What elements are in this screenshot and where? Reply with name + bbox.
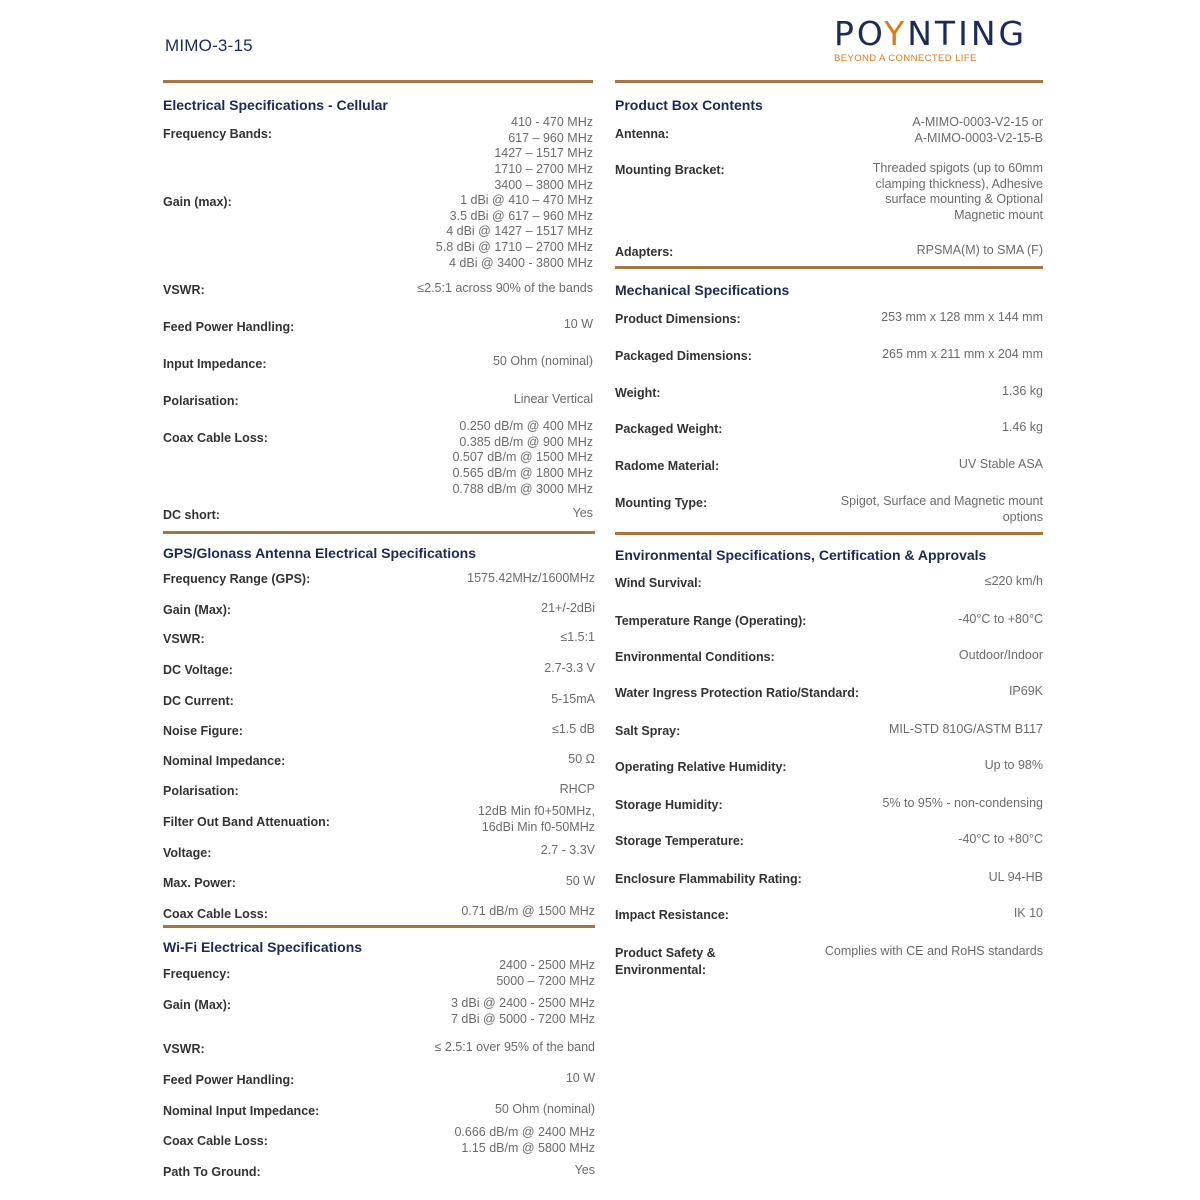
- spec-value-line: 2.7-3.3 V: [544, 661, 595, 675]
- spec-value: [493, 354, 593, 370]
- spec-value-line: ≤2.5:1 across 90% of the bands: [417, 281, 593, 295]
- spec-value-line: 50 Ω: [568, 752, 595, 766]
- spec-value-line: 1 dBi @ 410 – 470 MHz: [460, 193, 593, 207]
- spec-value-line: A-MIMO-0003-V2-15 or: [912, 115, 1043, 129]
- spec-label: DC short:: [163, 508, 220, 522]
- spec-label: VSWR:: [163, 283, 205, 297]
- spec-value-line: IP69K: [1008, 684, 1043, 698]
- spec-value: [552, 722, 595, 738]
- spec-label: Enclosure Flammability Rating:: [615, 872, 802, 886]
- spec-label: Mounting Bracket:: [615, 163, 725, 177]
- spec-label: Storage Humidity:: [615, 798, 723, 812]
- spec-value: [958, 612, 1043, 628]
- spec-value-line: 12dB Min f0+50MHz,: [477, 804, 595, 818]
- spec-label: Salt Spray:: [615, 724, 681, 738]
- spec-value: [560, 630, 595, 646]
- spec-label: Nominal Impedance:: [163, 754, 286, 768]
- spec-value: [541, 843, 595, 859]
- spec-value: [461, 904, 595, 920]
- spec-value: [566, 874, 595, 890]
- spec-value-line: 1575.42MHz/1600MHz: [467, 571, 595, 585]
- spec-value: [467, 571, 595, 587]
- spec-value: [959, 457, 1043, 473]
- spec-value: [882, 796, 1043, 812]
- spec-value-line: 4 dBi @ 3400 - 3800 MHz: [448, 255, 593, 270]
- spec-value-line: 0.71 dB/m @ 1500 MHz: [461, 904, 595, 918]
- spec-value: [881, 310, 1043, 326]
- section-gps: [163, 531, 595, 929]
- spec-value-line: 3.5 dBi @ 617 – 960 MHz: [449, 208, 593, 223]
- spec-value-line: 5% to 95% - non-condensing: [882, 796, 1043, 810]
- spec-value-line: Yes: [574, 1163, 595, 1177]
- spec-value: [417, 281, 593, 297]
- spec-value: [451, 996, 595, 1027]
- spec-label: Polarisation:: [163, 784, 239, 798]
- section-title: GPS/Glonass Antenna Electrical Specifications: [163, 545, 477, 561]
- spec-value: [436, 193, 593, 272]
- spec-value-line: 0.250 dB/m @ 400 MHz: [459, 419, 593, 433]
- spec-label: Weight:: [615, 386, 661, 400]
- spec-value-line: 0.385 dB/m @ 900 MHz: [459, 434, 593, 449]
- spec-value: [825, 944, 1043, 960]
- spec-value-line: 1.15 dB/m @ 5800 MHz: [461, 1140, 595, 1155]
- spec-value: [435, 1040, 595, 1056]
- section-title: Wi-Fi Electrical Specifications: [163, 939, 363, 955]
- spec-label: DC Voltage:: [163, 663, 233, 677]
- spec-value: [985, 574, 1043, 590]
- spec-value-line: RPSMA(M) to SMA (F): [916, 243, 1043, 257]
- spec-value: [841, 494, 1043, 525]
- spec-value-line: IK 10: [1013, 906, 1043, 920]
- spec-value: [989, 870, 1043, 886]
- spec-value-line: ≤ 2.5:1 over 95% of the band: [434, 1040, 595, 1054]
- spec-label: Nominal Input Impedance:: [163, 1104, 320, 1118]
- section-title: Electrical Specifications - Cellular: [163, 97, 388, 113]
- spec-value-line: 617 – 960 MHz: [508, 130, 593, 145]
- spec-label: Water Ingress Protection Ratio/Standard:: [615, 686, 860, 700]
- spec-label: Coax Cable Loss:: [163, 907, 268, 921]
- section-wifi: [163, 925, 595, 1188]
- spec-label: Environmental Conditions:: [615, 650, 775, 664]
- spec-label: Gain (max):: [163, 195, 232, 209]
- spec-value: [568, 752, 595, 768]
- spec-label: Feed Power Handling:: [163, 320, 295, 334]
- spec-value-line: 0.565 dB/m @ 1800 MHz: [452, 466, 593, 481]
- spec-value-line: Outdoor/Indoor: [958, 648, 1043, 662]
- spec-label: Impact Resistance:: [615, 908, 729, 922]
- section-title: Mechanical Specifications: [615, 282, 790, 298]
- spec-label: Coax Cable Loss:: [163, 431, 268, 445]
- spec-label: Frequency:: [163, 967, 231, 981]
- spec-label: Input Impedance:: [163, 357, 267, 371]
- spec-label: Frequency Range (GPS):: [163, 572, 311, 586]
- spec-value-line: 0.666 dB/m @ 2400 MHz: [454, 1125, 595, 1139]
- spec-value: [882, 347, 1043, 363]
- spec-value: [912, 115, 1043, 146]
- spec-value-line: ≤1.5 dB: [552, 722, 595, 736]
- spec-value-line: A-MIMO-0003-V2-15-B: [914, 130, 1043, 145]
- spec-value-line: Magnetic mount: [954, 208, 1043, 223]
- spec-value-line: Spigot, Surface and Magnetic mount: [840, 494, 1043, 508]
- spec-value-line: 1.46 kg: [1001, 420, 1043, 434]
- spec-value-line: 21+/-2dBi: [541, 601, 595, 615]
- spec-value: [917, 243, 1043, 259]
- spec-value: [889, 722, 1043, 738]
- spec-value-line: 5.8 dBi @ 1710 – 2700 MHz: [435, 240, 593, 255]
- spec-value-line: RHCP: [559, 782, 595, 796]
- spec-value-line: 4 dBi @ 1427 – 1517 MHz: [446, 224, 593, 239]
- spec-value: [551, 692, 595, 708]
- spec-label: VSWR:: [163, 1042, 205, 1056]
- spec-value-line: 50 W: [565, 874, 595, 888]
- spec-value-line: ≤1.5:1: [560, 630, 595, 644]
- spec-value-line: UL 94-HB: [988, 870, 1043, 884]
- logo-tagline: BEYOND A CONNECTED LIFE: [834, 53, 977, 64]
- spec-value: [1009, 684, 1043, 700]
- spec-label: Storage Temperature:: [615, 834, 744, 848]
- spec-value-line: 265 mm x 211 mm x 204 mm: [882, 347, 1043, 361]
- spec-value-line: 1.36 kg: [1001, 384, 1043, 398]
- spec-value-line: 10 W: [565, 1071, 595, 1085]
- spec-value-line: ≤220 km/h: [984, 574, 1043, 588]
- spec-label: DC Current:: [163, 694, 234, 708]
- spec-value-line: -40°C to +80°C: [958, 832, 1043, 846]
- spec-label: VSWR:: [163, 632, 205, 646]
- spec-value-line: Linear Vertical: [513, 392, 593, 406]
- spec-label: Packaged Dimensions:: [615, 349, 752, 363]
- section-mechanical: [615, 266, 1043, 534]
- spec-value-line: 410 - 470 MHz: [511, 115, 593, 129]
- spec-value-line: 3400 – 3800 MHz: [494, 177, 593, 192]
- spec-value: [454, 1125, 595, 1156]
- spec-value-line: 5000 – 7200 MHz: [496, 973, 595, 988]
- spec-value: [478, 804, 595, 835]
- spec-value: [573, 506, 593, 522]
- section-title: Product Box Contents: [615, 97, 763, 113]
- section-environmental: [615, 532, 1043, 985]
- spec-value: [564, 317, 593, 333]
- spec-value-line: MIL-STD 810G/ASTM B117: [889, 722, 1043, 736]
- spec-label: Wind Survival:: [615, 576, 702, 590]
- spec-label: Path To Ground:: [163, 1165, 261, 1179]
- spec-value: [514, 392, 593, 408]
- spec-label: Max. Power:: [163, 876, 236, 890]
- doc-title: MIMO-3-15: [165, 36, 253, 55]
- spec-label: Filter Out Band Attenuation:: [163, 815, 330, 829]
- spec-value-line: 2400 - 2500 MHz: [499, 958, 595, 972]
- spec-value-line: Threaded spigots (up to 60mm: [872, 161, 1043, 175]
- spec-value: [495, 1102, 595, 1118]
- spec-value-line: Complies with CE and RoHS standards: [824, 944, 1043, 958]
- spec-value-line: Up to 98%: [984, 758, 1043, 772]
- spec-label: Frequency Bands:: [163, 127, 273, 141]
- spec-value-line: 10 W: [563, 317, 593, 331]
- spec-value-line: options: [1002, 509, 1043, 524]
- spec-value: [560, 782, 595, 798]
- spec-value-line: 0.507 dB/m @ 1500 MHz: [452, 450, 593, 465]
- spec-label: Temperature Range (Operating):: [615, 614, 807, 628]
- section-box-contents: [615, 80, 1043, 268]
- spec-value: [1002, 420, 1043, 436]
- spec-label: Mounting Type:: [615, 496, 708, 510]
- spec-value: [496, 958, 595, 989]
- spec-label: Packaged Weight:: [615, 422, 723, 436]
- spec-label: Product Dimensions:: [615, 312, 741, 326]
- spec-label: Antenna:: [615, 127, 670, 141]
- spec-label: Polarisation:: [163, 394, 239, 408]
- spec-value-line: UV Stable ASA: [958, 457, 1043, 471]
- spec-label: Gain (Max):: [163, 998, 232, 1012]
- spec-value: [959, 648, 1043, 664]
- section-cellular: [163, 80, 593, 533]
- spec-value-line: 2.7 - 3.3V: [540, 843, 595, 857]
- spec-label: Gain (Max):: [163, 603, 232, 617]
- spec-value: [1014, 906, 1043, 922]
- spec-value: [541, 601, 595, 617]
- spec-value-line: 50 Ohm (nominal): [494, 1102, 595, 1116]
- spec-value: [544, 661, 595, 677]
- spec-value-line: 1427 – 1517 MHz: [494, 146, 593, 161]
- spec-value: [452, 419, 593, 498]
- spec-value: [566, 1071, 595, 1087]
- spec-value-line: 50 Ohm (nominal): [492, 354, 593, 368]
- spec-value-line: 253 mm x 128 mm x 144 mm: [881, 310, 1043, 324]
- spec-value-line: 1710 – 2700 MHz: [494, 162, 593, 177]
- spec-value: [873, 161, 1043, 224]
- spec-label: Operating Relative Humidity:: [615, 760, 787, 774]
- spec-value-line: clamping thickness), Adhesive: [875, 176, 1043, 191]
- spec-value-line: 5-15mA: [551, 692, 595, 706]
- section-title: Environmental Specifications, Certification & Approvals: [615, 547, 987, 563]
- spec-value-line: 3 dBi @ 2400 - 2500 MHz: [450, 996, 595, 1010]
- spec-value-line: 0.788 dB/m @ 3000 MHz: [452, 481, 593, 496]
- spec-value-line: surface mounting & Optional: [885, 192, 1043, 207]
- spec-value-line: Yes: [572, 506, 593, 520]
- logo-wordmark: POYNTING: [834, 14, 1028, 53]
- poynting-logo: [834, 16, 1034, 64]
- spec-label: Feed Power Handling:: [163, 1073, 295, 1087]
- spec-value: [985, 758, 1043, 774]
- spec-label: Noise Figure:: [163, 724, 243, 738]
- spec-value-line: -40°C to +80°C: [958, 612, 1043, 626]
- spec-value: [1002, 384, 1043, 400]
- spec-value: [958, 832, 1043, 848]
- spec-value: [575, 1163, 595, 1179]
- spec-value: [494, 115, 593, 194]
- spec-value-line: 7 dBi @ 5000 - 7200 MHz: [450, 1011, 595, 1026]
- spec-value-line: 16dBi Min f0-50MHz: [481, 819, 595, 834]
- spec-label: Radome Material:: [615, 459, 720, 473]
- spec-label: Coax Cable Loss:: [163, 1134, 268, 1148]
- spec-label: Adapters:: [615, 245, 674, 259]
- spec-label: Voltage:: [163, 846, 212, 860]
- spec-label: Product Safety & Environmental:: [615, 946, 716, 977]
